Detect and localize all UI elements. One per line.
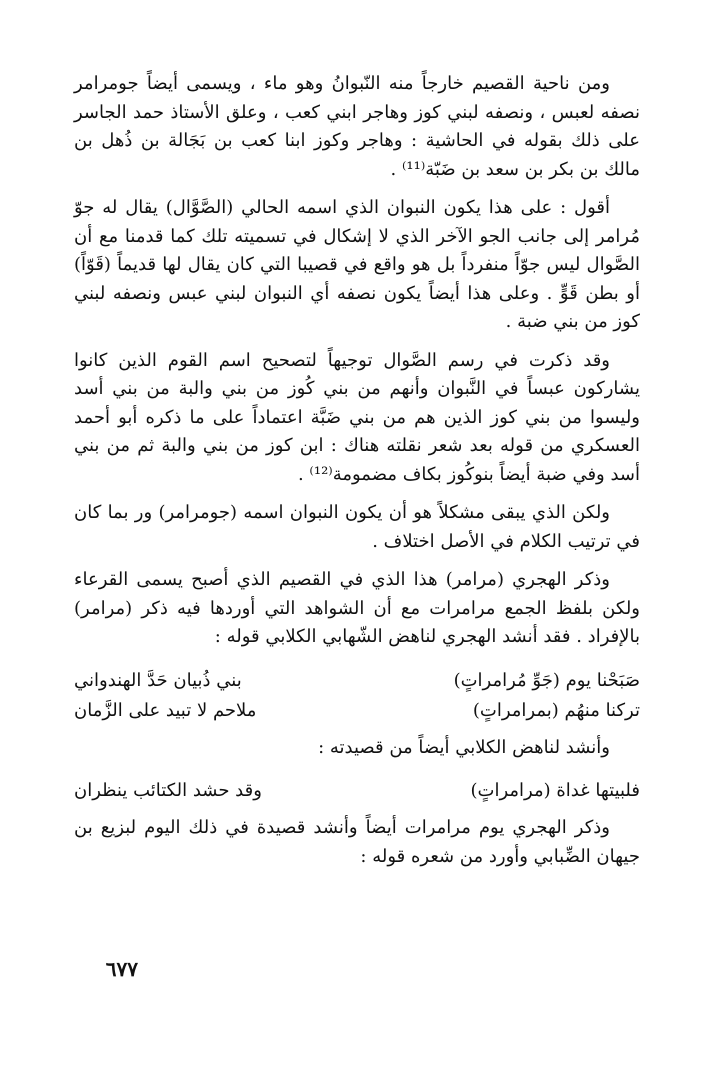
verse-line [74,696,640,726]
paragraph-4: ولكن الذي يبقى مشكلاً هو أن يكون النبوان اسمه (جومرامر) ور بما كان في ترتيب الكلام في الأصل اختلاف . [74,502,640,552]
verse-second-hemistich: بني ذُبيان حَدَّ الهندواني [74,669,242,691]
paragraph-5: وذكر الهجري (مرامر) هذا الذي في القصيم الذي أصبح يسمى القرعاء ولكن بلفظ الجمع مرامرات مع أن الشواهد التي أوردها فيه ذكر (مرامر) بالإفراد . فقد أنشد الهجري لناهض الشّهابي الكلابي قوله : [74,569,640,647]
verse-second-hemistich: وقد حشد الكتائب ينظران [74,780,262,801]
verse-line [74,776,640,806]
paragraph-2: أقول : على هذا يكون النبوان الذي اسمه الحالي (الصَّوَّال) يقال له جوّ مُرامر إلى جانب الجو الآخر الذي لا إشكال في تسميته تلك كما قدمنا مع أن الصَّوال ليس جوّاً منفرداً بل هو واقع في قصيبا التي كان يقال لها قديماً (قَوّاً) أو بطن قَوٍّ . وعلى هذا أيضاً يكون نصفه أي النبوان لبني عبس ونصفه لبني كوز من بني ضبة . [74,197,640,332]
bridge-line: وأنشد لناهض الكلابي أيضاً من قصيدته : [318,736,610,758]
closing-paragraph: وذكر الهجري يوم مرامرات أيضاً وأنشد قصيدة في ذلك اليوم لبزيع بن جيهان الضِّبابي وأورد من شعره قوله : [74,817,640,867]
text-column [74,70,640,871]
verse-second-hemistich: ملاحم لا تبيد على الزَّمان [74,699,257,721]
verse-first-hemistich: صَبَحْنا يوم (جَوِّ مُرامراتٍ) [453,669,640,691]
verse-line [74,666,640,696]
page-number: ٦٧٧ [105,957,138,981]
paragraph-3: وقد ذكرت في رسم الصَّوال توجيهاً لتصحيح اسم القوم الذين كانوا يشاركون عبساً في النَّبوان وأنهم من بني كُوز من بني والبة من بني أسد وليسوا من بني كوز الذين هم من بني ضَبَّة اعتماداً على ما ذكره أبو أحمد العسكري من قوله بعد شعر نقلته هناك : ابن كوز من بني والبة ثم من بني أسد وفي ضبة أيضاً بنوكُوز بكاف مضمومة⁽¹²⁾ . [74,349,640,485]
poem-2 [74,776,640,806]
paragraph-1: ومن ناحية القصيم خارجاً منه النّبوانُ وهو ماء ، ويسمى أيضاً جومرامر نصفه لعبس ، ونصفه لبني كوز وهاجر ابني كعب ، وعلق الأستاذ حمد الجاسر على ذلك بقوله في الحاشية : وهاجر وكوز ابنا كعب بن بَجَالة بن ذُهل بن مالك بن بكر بن سعد بن ضَبّة⁽¹¹⁾ . [74,73,640,180]
poem-1 [74,666,640,726]
verse-first-hemistich: تركنا منهُم (بمرامراتٍ) [472,699,640,721]
verse-first-hemistich: فلبيتها غداة (مرامراتٍ) [470,780,640,801]
